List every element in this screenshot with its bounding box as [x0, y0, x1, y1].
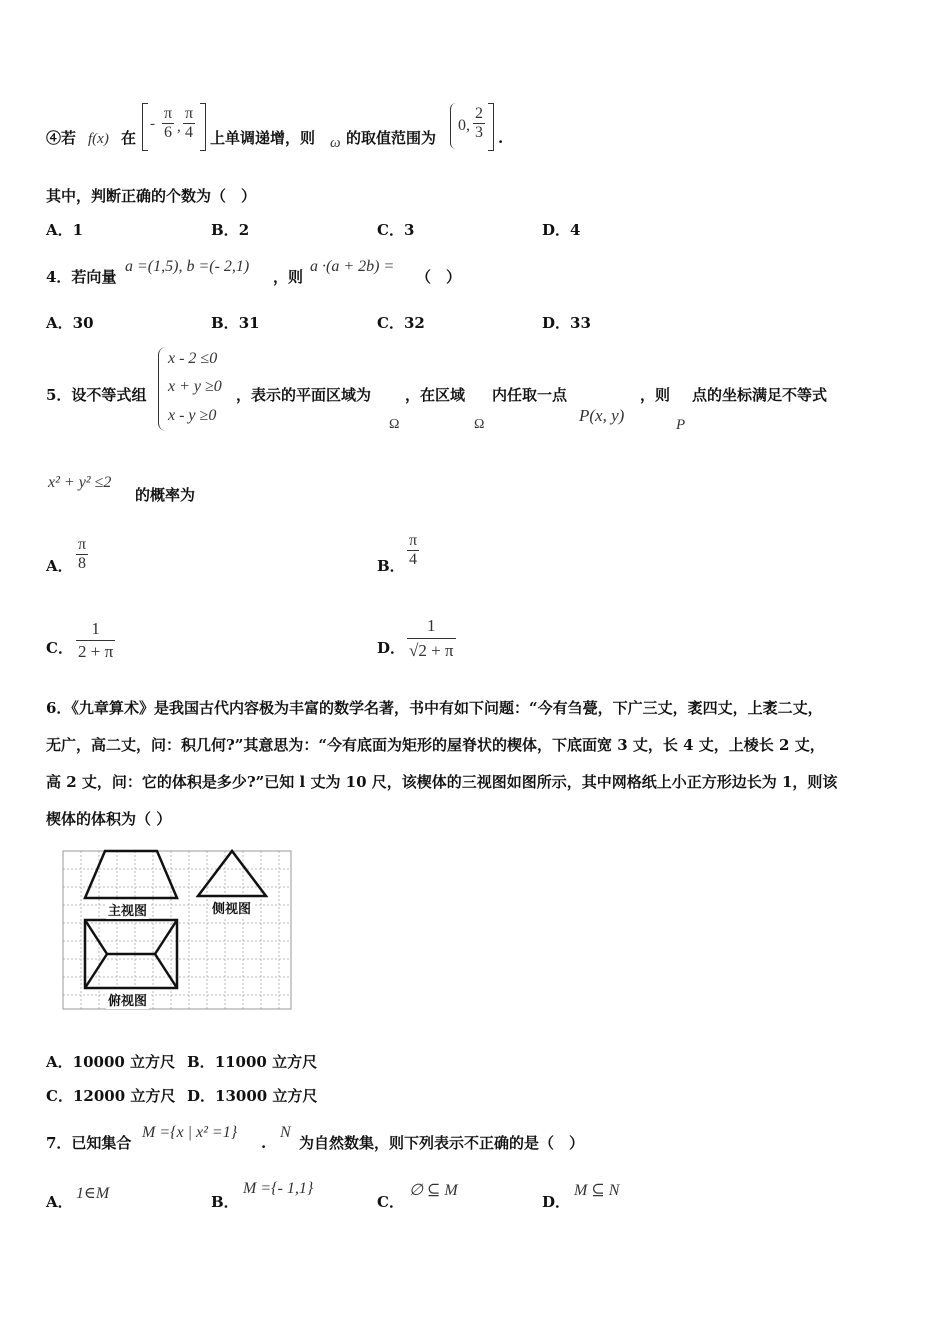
option-label: B． [211, 221, 239, 239]
option-fraction [407, 614, 456, 663]
three-view-figure [60, 848, 294, 1012]
range-num: 2 [475, 105, 483, 122]
q6-line-2: 无广，高二丈，问：积几何?”其意思为：“今有底面为矩形的屋脊状的楔体，下底面宽 3 丈，长 4 丈，上棱长 2 丈， [46, 736, 825, 754]
option-text: 12000 立方尺 [72, 1087, 176, 1105]
q5-text3: 内任取一点 [492, 386, 568, 404]
option-text: 2 [238, 221, 250, 239]
interval-left-fraction [162, 105, 174, 142]
omega-region-1: Ω [389, 417, 400, 432]
option-label: C． [46, 639, 73, 657]
option-label: C． [46, 1087, 73, 1105]
frac-num: 1 [91, 619, 100, 638]
interval-comma: , [177, 119, 181, 135]
q5-circle-inequality: x² + y² ≤2 [48, 474, 112, 491]
option-label: A． [46, 557, 73, 575]
q7-set-m: M ={x | x² =1} [142, 1124, 238, 1141]
q3-option-a[interactable] [46, 220, 83, 240]
q4-option-c[interactable] [377, 313, 425, 333]
option-text: 11000 立方尺 [214, 1053, 318, 1071]
option-label: A． [46, 221, 73, 239]
inequality-3: x - y ≥0 [168, 407, 217, 424]
q4-option-b[interactable] [211, 313, 260, 333]
q6-option-d[interactable] [187, 1086, 317, 1106]
q7-set-n: N [280, 1124, 291, 1141]
q5-tail: 的概率为 [135, 486, 196, 504]
q3-option-b[interactable] [211, 220, 249, 240]
q6-line-4: 楔体的体积为（ ） [46, 810, 172, 828]
option-math: ∅ ⊆ M [409, 1182, 458, 1199]
side-view-label: 侧视图 [210, 898, 253, 917]
item4-text2: 的取值范围为 [346, 129, 437, 147]
option-label: B． [377, 557, 405, 575]
q4-paren: （ ） [416, 268, 462, 286]
q7-suffix: 为自然数集，则下列表示不正确的是（ ） [299, 1134, 585, 1152]
point-p: P(x, y) [579, 406, 625, 425]
q6-option-a[interactable] [46, 1052, 175, 1072]
q4-option-a[interactable] [46, 313, 94, 333]
item4-text1: 上单调递增，则 [210, 129, 316, 147]
item4-zai: 在 [121, 129, 137, 147]
q6-line-1: 6．《九章算术》是我国古代内容极为丰富的数学名著，书中有如下问题：“今有刍甍，下广三丈，袤四丈，上袤二丈， [46, 699, 823, 717]
option-label: B． [211, 1193, 239, 1211]
option-label: A． [46, 1053, 73, 1071]
q4-vectors: a =(1,5), b =(- 2,1) [125, 258, 250, 275]
q7-dot: . [261, 1134, 267, 1152]
option-text: 31 [238, 314, 260, 332]
q6-line-3: 高 2 丈，问：它的体积是多少?”已知 l 丈为 10 尺，该楔体的三视图如图所示，其中网格纸上小正方形边长为 1，则该 [46, 773, 838, 791]
three-view-drawing [60, 848, 294, 1012]
option-fraction [407, 532, 419, 569]
range-fraction [473, 105, 485, 142]
item4-end: . [498, 129, 504, 147]
q4-mid: ，则 [273, 268, 304, 286]
right-num: π [185, 105, 194, 122]
omega-region-2: Ω [474, 417, 485, 432]
q5-text4: ，则 [640, 386, 671, 404]
frac-den: 4 [409, 551, 418, 568]
option-text: 3 [403, 221, 415, 239]
q5-text5: 点的坐标满足不等式 [692, 386, 828, 404]
option-text: 32 [403, 314, 425, 332]
option-label: C． [377, 1193, 404, 1211]
frac-den: 2 + π [78, 642, 114, 661]
option-label: D． [542, 314, 571, 332]
q5-text1: ，表示的平面区域为 [236, 386, 372, 404]
inequality-2: x + y ≥0 [168, 378, 222, 395]
system-brace [158, 347, 166, 431]
frac-num: π [409, 532, 418, 549]
inequality-1: x - 2 ≤0 [168, 350, 218, 367]
interval-right-fraction [183, 105, 195, 142]
option-text: 10000 立方尺 [72, 1053, 176, 1071]
front-view-shape [85, 851, 177, 898]
top-view-label: 俯视图 [106, 990, 149, 1009]
interval-minus: - [150, 116, 155, 132]
right-den: 4 [185, 124, 194, 141]
option-label: B． [211, 314, 239, 332]
option-label: C． [377, 221, 404, 239]
range-den: 3 [475, 124, 483, 141]
option-fraction [76, 536, 88, 573]
item4-func: f(x) [88, 131, 109, 147]
q3-stem: 其中，判断正确的个数为（ ） [46, 187, 257, 205]
option-math: 1∈M [76, 1185, 110, 1202]
q3-option-d[interactable] [542, 220, 580, 240]
p-label: P [676, 417, 686, 433]
q5-prefix: 5．设不等式组 [46, 386, 147, 404]
front-view-label: 主视图 [106, 900, 149, 919]
frac-num: π [78, 536, 87, 553]
frac-den: √2 + π [407, 638, 456, 663]
q4-prefix: 4．若向量 [46, 268, 117, 286]
option-math: M ⊆ N [574, 1182, 620, 1199]
item4-prefix: ④若 [46, 129, 77, 147]
omega-symbol: ω [330, 135, 341, 151]
side-view-shape [198, 851, 266, 896]
left-num: π [164, 105, 173, 122]
option-fraction [76, 618, 115, 663]
option-text: 33 [570, 314, 591, 332]
option-label: D． [377, 639, 406, 657]
q6-option-b[interactable] [187, 1052, 317, 1072]
option-math: M ={- 1,1} [243, 1180, 314, 1197]
option-label: D． [542, 221, 571, 239]
option-label: B． [187, 1053, 215, 1071]
left-den: 6 [164, 124, 173, 141]
q3-option-c[interactable] [377, 220, 414, 240]
option-label: D． [187, 1087, 216, 1105]
option-label: C． [377, 314, 404, 332]
q6-option-c[interactable] [46, 1086, 175, 1106]
option-text: 30 [72, 314, 94, 332]
option-text: 1 [72, 221, 84, 239]
q5-text2: ，在区域 [405, 386, 466, 404]
option-text: 13000 立方尺 [215, 1087, 318, 1105]
item4-interval [142, 103, 206, 149]
range-zero: 0, [458, 117, 470, 134]
option-text: 4 [570, 221, 581, 239]
q4-option-d[interactable] [542, 313, 591, 333]
q7-prefix: 7．已知集合 [46, 1134, 132, 1152]
option-label: D． [542, 1193, 571, 1211]
item4-range [450, 103, 494, 149]
top-view-shape [85, 920, 177, 988]
frac-den: 8 [78, 555, 87, 572]
frac-num: 1 [427, 616, 436, 635]
option-label: A． [46, 1193, 73, 1211]
q4-expression: a ·(a + 2b) = [310, 258, 395, 275]
option-label: A． [46, 314, 73, 332]
